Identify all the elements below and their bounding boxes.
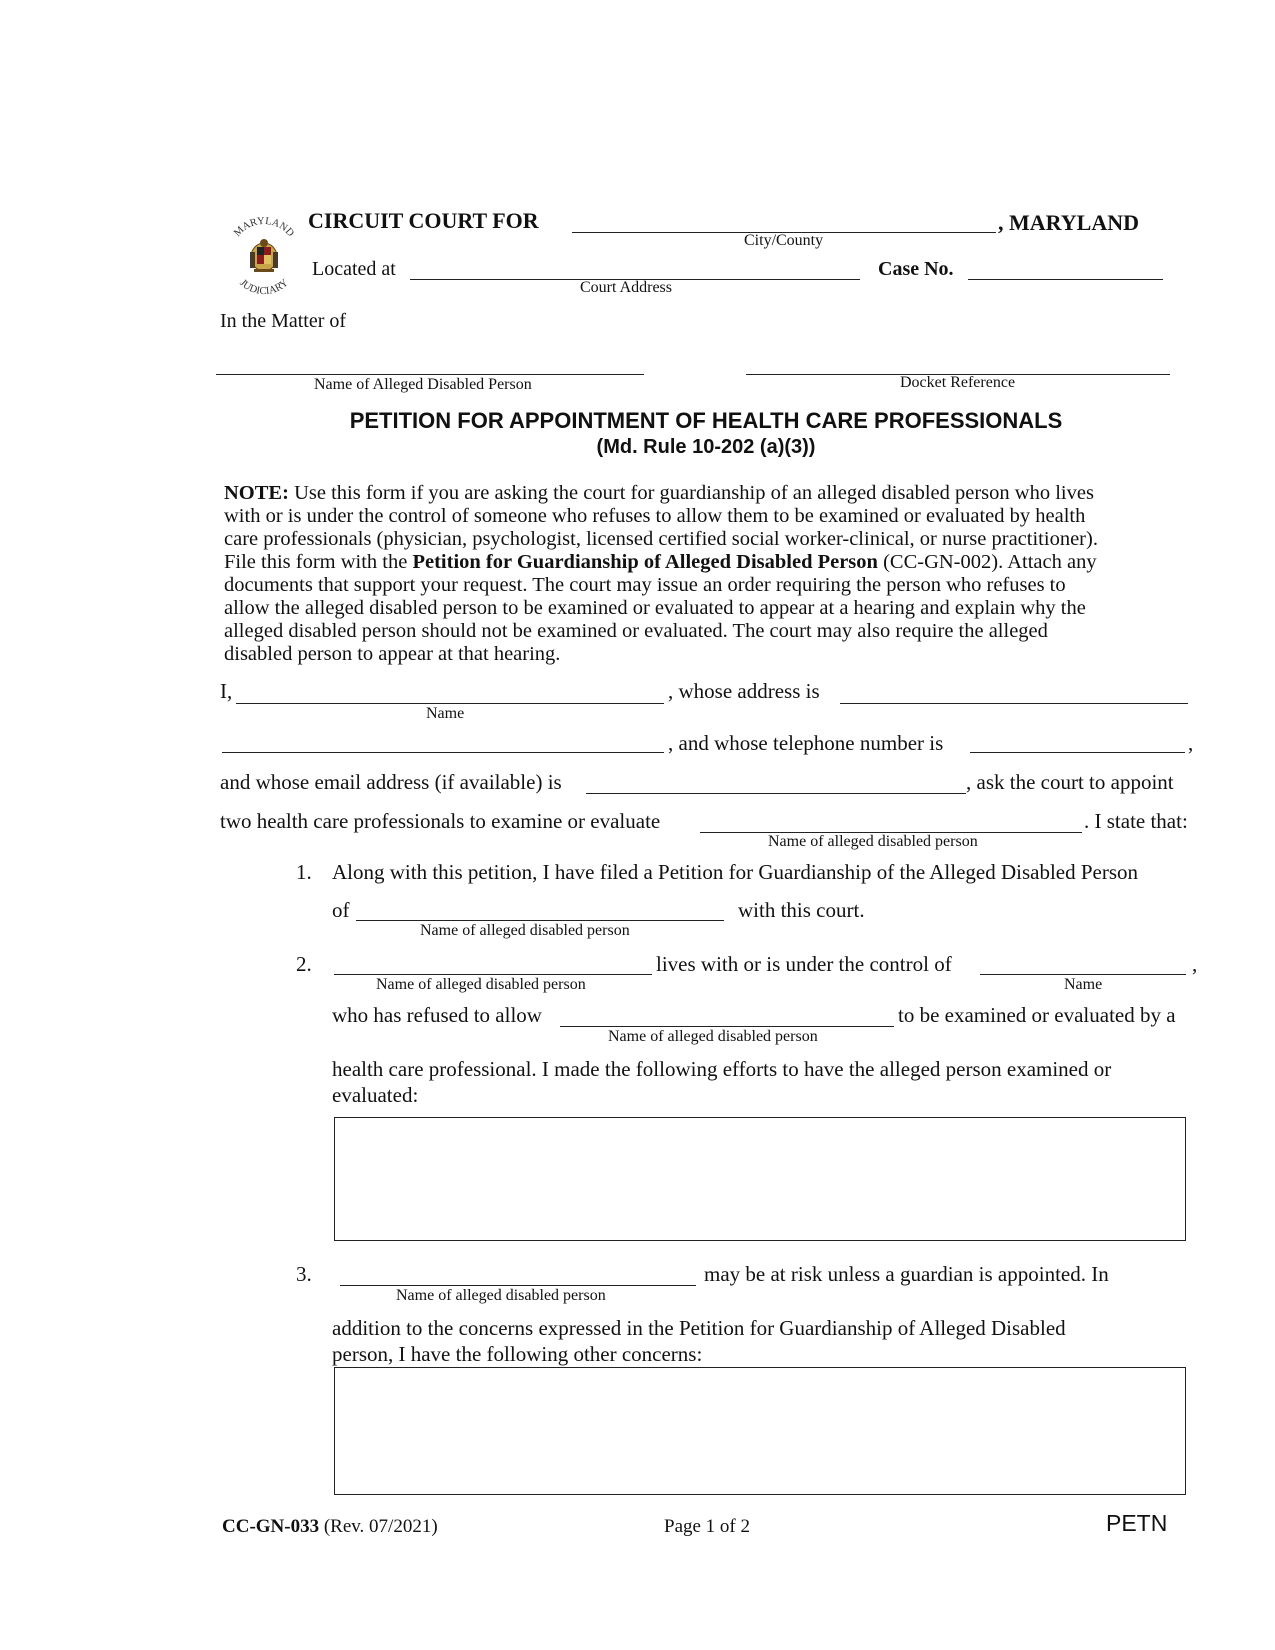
docket-reference-caption: Docket Reference: [900, 374, 1016, 391]
telephone-field[interactable]: [970, 752, 1185, 753]
concerns-textbox[interactable]: [334, 1367, 1186, 1495]
page-title: PETITION FOR APPOINTMENT OF HEALTH CARE PROFESSIONALS: [349, 408, 1063, 433]
i-state-label: . I state that:: [1084, 809, 1188, 833]
name-caption: Name: [426, 705, 465, 722]
item3-caption: Name of alleged disabled person: [396, 1287, 606, 1304]
item1-person-field[interactable]: [356, 920, 724, 921]
address-field-line1[interactable]: [840, 703, 1188, 704]
item2-person-field[interactable]: [334, 974, 652, 975]
case-no-label: Case No.: [878, 258, 954, 280]
i-label: I,: [220, 679, 233, 703]
footer-form-number: CC-GN-033 (Rev. 07/2021): [222, 1516, 438, 1537]
item3-person-field[interactable]: [340, 1285, 696, 1286]
city-county-caption: City/County: [744, 232, 824, 249]
item3-number: 3.: [296, 1262, 312, 1286]
located-at-label: Located at: [312, 258, 396, 280]
alleged-person-caption: Name of Alleged Disabled Person: [314, 376, 532, 393]
svg-text:MARYLAND: MARYLAND: [232, 215, 296, 240]
ask-court-label: , ask the court to appoint: [966, 770, 1174, 794]
whose-phone-label: , and whose telephone number is: [668, 731, 944, 755]
item2-refused-caption: Name of alleged disabled person: [608, 1028, 818, 1045]
whose-address-label: , whose address is: [668, 679, 820, 703]
two-professionals-label: two health care professionals to examine or evaluate: [220, 809, 661, 833]
email-field[interactable]: [586, 793, 966, 794]
item1-text: Along with this petition, I have filed a Petition for Guardianship of the Alleged Disabled Person: [332, 860, 1139, 884]
email-label: and whose email address (if available) is: [220, 770, 562, 794]
item2-controller-caption: Name: [1064, 976, 1103, 993]
court-address-caption: Court Address: [580, 279, 672, 296]
item2-refused-person-field[interactable]: [560, 1026, 894, 1027]
svg-text:JUDICIARY: JUDICIARY: [237, 277, 291, 298]
address-field-line2[interactable]: [222, 752, 664, 753]
in-the-matter-of: In the Matter of: [220, 310, 347, 332]
case-no-field[interactable]: [968, 279, 1163, 280]
item1-caption: Name of alleged disabled person: [420, 922, 630, 939]
circuit-court-label: CIRCUIT COURT FOR: [308, 208, 539, 233]
footer-code: PETN: [1106, 1510, 1168, 1536]
item2-controller-field[interactable]: [980, 974, 1186, 975]
efforts-textbox[interactable]: [334, 1117, 1186, 1241]
rule-reference: (Md. Rule 10-202 (a)(3)): [596, 436, 816, 458]
maryland-label: , MARYLAND: [998, 210, 1139, 235]
item2-person-caption: Name of alleged disabled person: [376, 976, 586, 993]
petitioner-name-field[interactable]: [236, 703, 664, 704]
note-paragraph: NOTE: Use this form if you are asking the court for guardianship of an alleged disabled person who lives with or is under the control of someone who refuses to allow them to be examined or evaluated by health care professionals (physician, psychologist, licensed certified social worker-clinical, or nurse practitioner). File this form with the Petition for Guardianship of Alleged Disabled Person (CC-GN-002). Attach any documents that support your request. The court may issue an order requiring the person who refuses to allow the alleged disabled person to be examined or evaluated to appear at a hearing and explain why the alleged disabled person should not be examined or evaluated. The court may also require the alleged disabled person to appear at that hearing.: [224, 482, 1098, 665]
footer-page-number: Page 1 of 2: [664, 1516, 751, 1537]
item1-number: 1.: [296, 860, 312, 884]
maryland-judiciary-seal: [222, 212, 306, 298]
item2-number: 2.: [296, 952, 312, 976]
alleged-person-name-field[interactable]: [216, 374, 644, 375]
note-label: NOTE:: [224, 482, 289, 504]
evaluate-person-caption: Name of alleged disabled person: [768, 833, 978, 850]
